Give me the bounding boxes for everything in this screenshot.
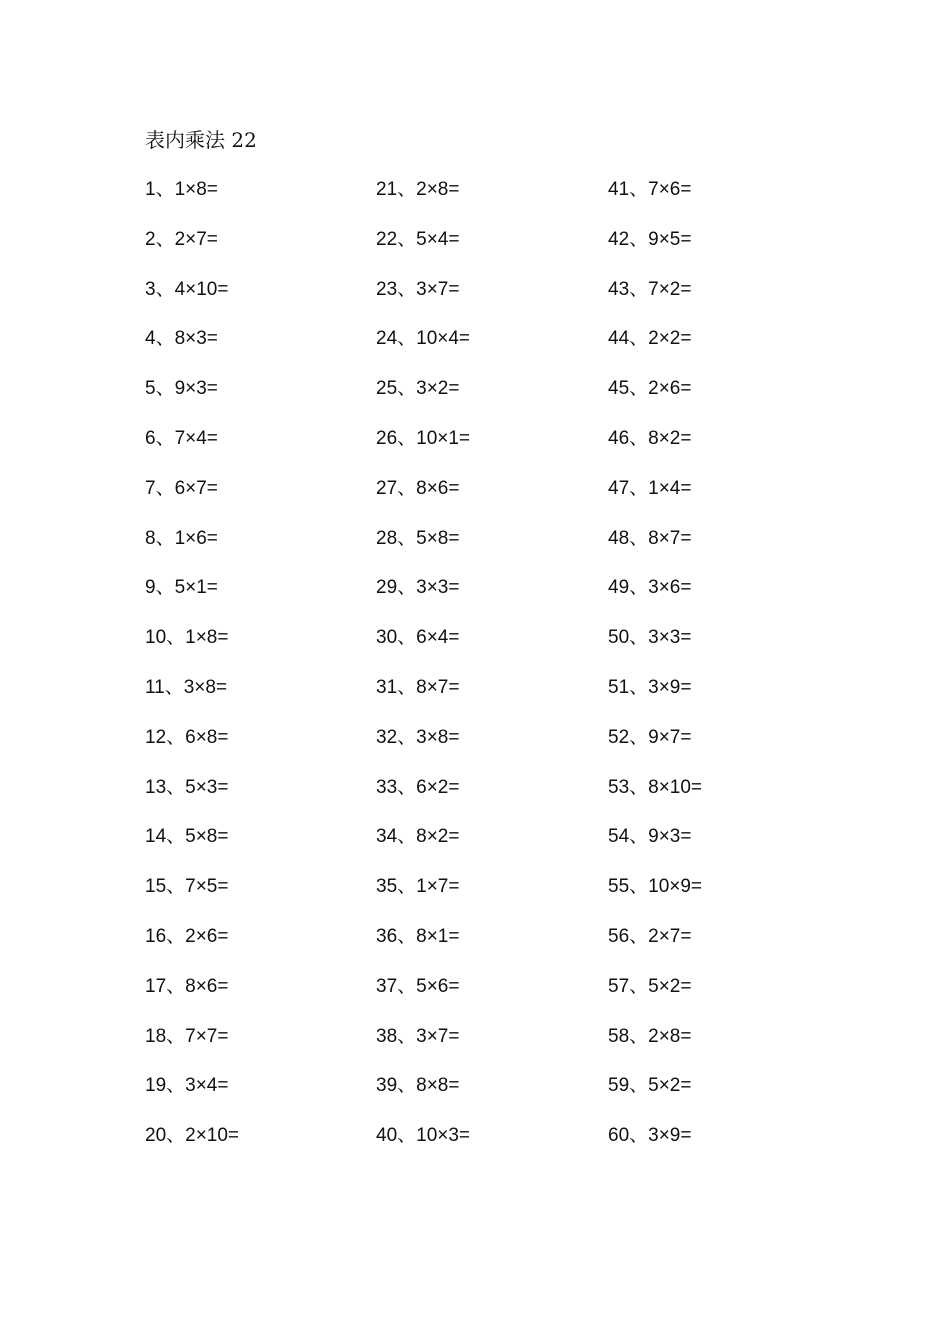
problem-item: 49、3×6= bbox=[608, 577, 692, 599]
problem-item: 24、10×4= bbox=[376, 328, 471, 350]
problem-item: 47、1×4= bbox=[608, 477, 692, 499]
problem-item: 43、7×2= bbox=[608, 278, 692, 300]
problem-item: 1、1×8= bbox=[145, 179, 218, 200]
problem-item: 59、5×2= bbox=[608, 1075, 692, 1097]
problem-item: 57、5×2= bbox=[608, 975, 692, 997]
problem-item: 36、8×1= bbox=[376, 925, 460, 947]
problem-item: 18、7×7= bbox=[145, 1025, 229, 1047]
problem-item: 55、10×9= bbox=[608, 876, 703, 898]
problem-item: 31、8×7= bbox=[376, 676, 460, 698]
problem-item: 26、10×1= bbox=[376, 427, 471, 449]
problem-item: 38、3×7= bbox=[376, 1025, 460, 1047]
problem-item: 17、8×6= bbox=[145, 975, 229, 997]
problem-item: 50、3×3= bbox=[608, 627, 692, 649]
problem-item: 29、3×3= bbox=[376, 577, 460, 599]
problem-item: 58、2×8= bbox=[608, 1025, 692, 1047]
problem-item: 23、3×7= bbox=[376, 278, 460, 300]
problem-item: 56、2×7= bbox=[608, 925, 692, 947]
problem-column-1 bbox=[145, 176, 375, 1172]
problem-item: 41、7×6= bbox=[608, 179, 692, 200]
problem-item: 8、1×6= bbox=[145, 527, 218, 549]
problem-item: 40、10×3= bbox=[376, 1125, 471, 1147]
problem-item: 21、2×8= bbox=[376, 179, 460, 200]
problem-item: 32、3×8= bbox=[376, 726, 460, 748]
problem-item: 12、6×8= bbox=[145, 726, 229, 748]
problem-item: 16、2×6= bbox=[145, 925, 229, 947]
problem-item: 14、5×8= bbox=[145, 826, 229, 848]
problem-item: 10、1×8= bbox=[145, 627, 229, 649]
problem-item: 5、9×3= bbox=[145, 378, 218, 400]
problem-item: 22、5×4= bbox=[376, 228, 460, 250]
problem-item: 19、3×4= bbox=[145, 1075, 229, 1097]
problem-item: 53、8×10= bbox=[608, 776, 703, 798]
problem-item: 60、3×9= bbox=[608, 1125, 692, 1147]
problem-item: 35、1×7= bbox=[376, 876, 460, 898]
problem-item: 7、6×7= bbox=[145, 477, 218, 499]
problem-item: 37、5×6= bbox=[376, 975, 460, 997]
problem-column-2 bbox=[376, 176, 606, 1172]
problem-item: 3、4×10= bbox=[145, 278, 229, 300]
problem-item: 44、2×2= bbox=[608, 328, 692, 350]
problem-item: 27、8×6= bbox=[376, 477, 460, 499]
problem-item: 25、3×2= bbox=[376, 378, 460, 400]
problem-item: 13、5×3= bbox=[145, 776, 229, 798]
problem-item: 48、8×7= bbox=[608, 527, 692, 549]
problem-item: 9、5×1= bbox=[145, 577, 218, 599]
problem-item: 54、9×3= bbox=[608, 826, 692, 848]
problem-item: 51、3×9= bbox=[608, 676, 692, 698]
problem-item: 39、8×8= bbox=[376, 1075, 460, 1097]
problem-item: 20、2×10= bbox=[145, 1125, 240, 1147]
problem-item: 33、6×2= bbox=[376, 776, 460, 798]
problem-item: 15、7×5= bbox=[145, 876, 229, 898]
problem-item: 46、8×2= bbox=[608, 427, 692, 449]
problem-item: 4、8×3= bbox=[145, 328, 218, 350]
problem-item: 28、5×8= bbox=[376, 527, 460, 549]
problem-item: 52、9×7= bbox=[608, 726, 692, 748]
problem-item: 2、2×7= bbox=[145, 228, 218, 250]
problem-item: 6、7×4= bbox=[145, 427, 218, 449]
problem-item: 42、9×5= bbox=[608, 228, 692, 250]
problem-item: 30、6×4= bbox=[376, 627, 460, 649]
page-title: 表内乘法 22 bbox=[145, 128, 257, 152]
problem-item: 34、8×2= bbox=[376, 826, 460, 848]
problem-column-3 bbox=[608, 176, 838, 1172]
problem-item: 45、2×6= bbox=[608, 378, 692, 400]
problem-item: 11、3×8= bbox=[145, 676, 228, 698]
